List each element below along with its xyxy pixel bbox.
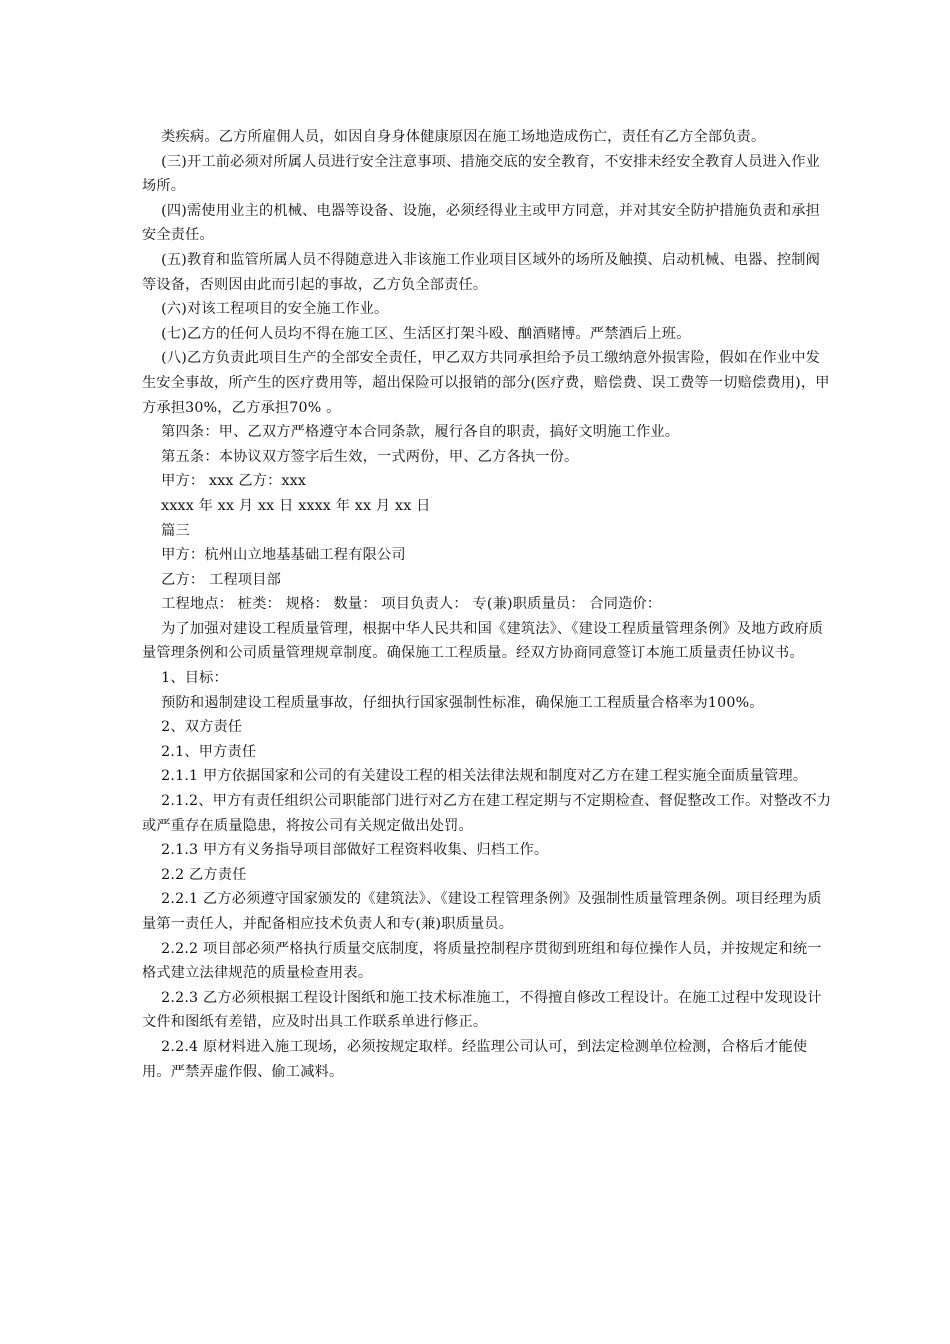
project-info-line: 工程地点： 桩类： 规格： 数量： 项目负责人： 专(兼)职质量员： 合同造价： [161, 596, 662, 613]
paragraph: 2.2.4 原材料进入施工现场，必须按规定取样。经监理公司认可，到法定检测单位检测，合格后才能使用。严禁弄虚作假、偷工减料。 [142, 1038, 808, 1080]
paragraph: 第四条：甲、乙双方严格遵守本合同条款，履行各自的职责，搞好文明施工作业。 [161, 424, 680, 441]
paragraph: (六)对该工程项目的安全施工作业。 [161, 301, 389, 318]
paragraph: 类疾病。乙方所雇佣人员，如因自身身体健康原因在施工场地造成伤亡，责任有乙方全部负责。 [161, 129, 766, 145]
heading-responsibilities: 2、双方责任 [161, 719, 243, 736]
paragraph: 2.1.3 甲方有义务指导项目部做好工程资料收集、归档工作。 [161, 842, 549, 859]
party-a: 甲方：杭州山立地基基础工程有限公司 [161, 547, 406, 564]
paragraph: (八)乙方负责此项目生产的全部安全责任，甲乙双方共同承担给予员工缴纳意外损害险，假如在作业中发生安全事故，所产生的医疗费用等，超出保险可以报销的部分(医疗费，赔偿费、误工费等一切赔偿费用)，甲方承担30%，乙方承担70% 。 [142, 350, 830, 416]
paragraph: 第五条：本协议双方签字后生效，一式两份，甲、乙方各执一份。 [161, 448, 579, 465]
heading-party-b-responsibility: 2.2 乙方责任 [161, 866, 247, 883]
heading-party-a-responsibility: 2.1、甲方责任 [161, 743, 257, 760]
paragraph: 预防和遏制建设工程质量事故，仔细执行国家强制性标准，确保施工工程质量合格率为100%。 [161, 694, 764, 711]
paragraph: 2.2.2 项目部必须严格执行质量交底制度，将质量控制程序贯彻到班组和每位操作人员，并按规定和统一格式建立法律规范的质量检查用表。 [142, 940, 822, 982]
paragraph: 为了加强对建设工程质量管理，根据中华人民共和国《建筑法》、《建设工程质量管理条例》及地方政府质量管理条例和公司质量管理规章制度。确保施工工程质量。经双方协商同意签订本施工质量责任协议书。 [142, 620, 824, 662]
paragraph: 2.1.1 甲方依据国家和公司的有关建设工程的相关法律法规和制度对乙方在建工程实施全面质量管理。 [161, 768, 808, 785]
paragraph: (七)乙方的任何人员均不得在施工区、生活区打架斗殴、酗酒赌博。严禁酒后上班。 [161, 325, 691, 342]
paragraph: 2.2.1 乙方必须遵守国家颁发的《建筑法》、《建设工程管理条例》及强制性质量管理条例。项目经理为质量第一责任人，并配备相应技术负责人和专(兼)职质量员。 [142, 891, 822, 932]
section-title: 篇三 [161, 522, 190, 539]
signature-line: 甲方： xxx 乙方：xxx [161, 473, 307, 490]
paragraph: (三)开工前必须对所属人员进行安全注意事项、措施交底的安全教育，不安排未经安全教育人员进入作业场所。 [142, 153, 821, 195]
heading-goal: 1、目标： [161, 670, 228, 687]
paragraph: (五)教育和监管所属人员不得随意进入非该施工作业项目区域外的场所及触摸、启动机械、电器、控制阀等设备，否则因由此而引起的事故，乙方负全部责任。 [142, 251, 821, 293]
document-body [142, 125, 832, 1084]
date-line: xxxx 年 xx 月 xx 日 xxxx 年 xx 月 xx 日 [161, 497, 431, 514]
party-b: 乙方： 工程项目部 [161, 571, 281, 588]
paragraph: 2.2.3 乙方必须根据工程设计图纸和施工技术标准施工，不得擅自修改工程设计。在施工过程中发现设计文件和图纸有差错，应及时出具工作联系单进行修正。 [142, 989, 822, 1031]
paragraph: 2.1.2、甲方有责任组织公司职能部门进行对乙方在建工程定期与不定期检查、督促整改工作。对整改不力或严重存在质量隐患，将按公司有关规定做出处罚。 [142, 793, 832, 834]
paragraph: (四)需使用业主的机械、电器等设备、设施，必须经得业主或甲方同意，并对其安全防护措施负责和承担安全责任。 [142, 202, 821, 244]
